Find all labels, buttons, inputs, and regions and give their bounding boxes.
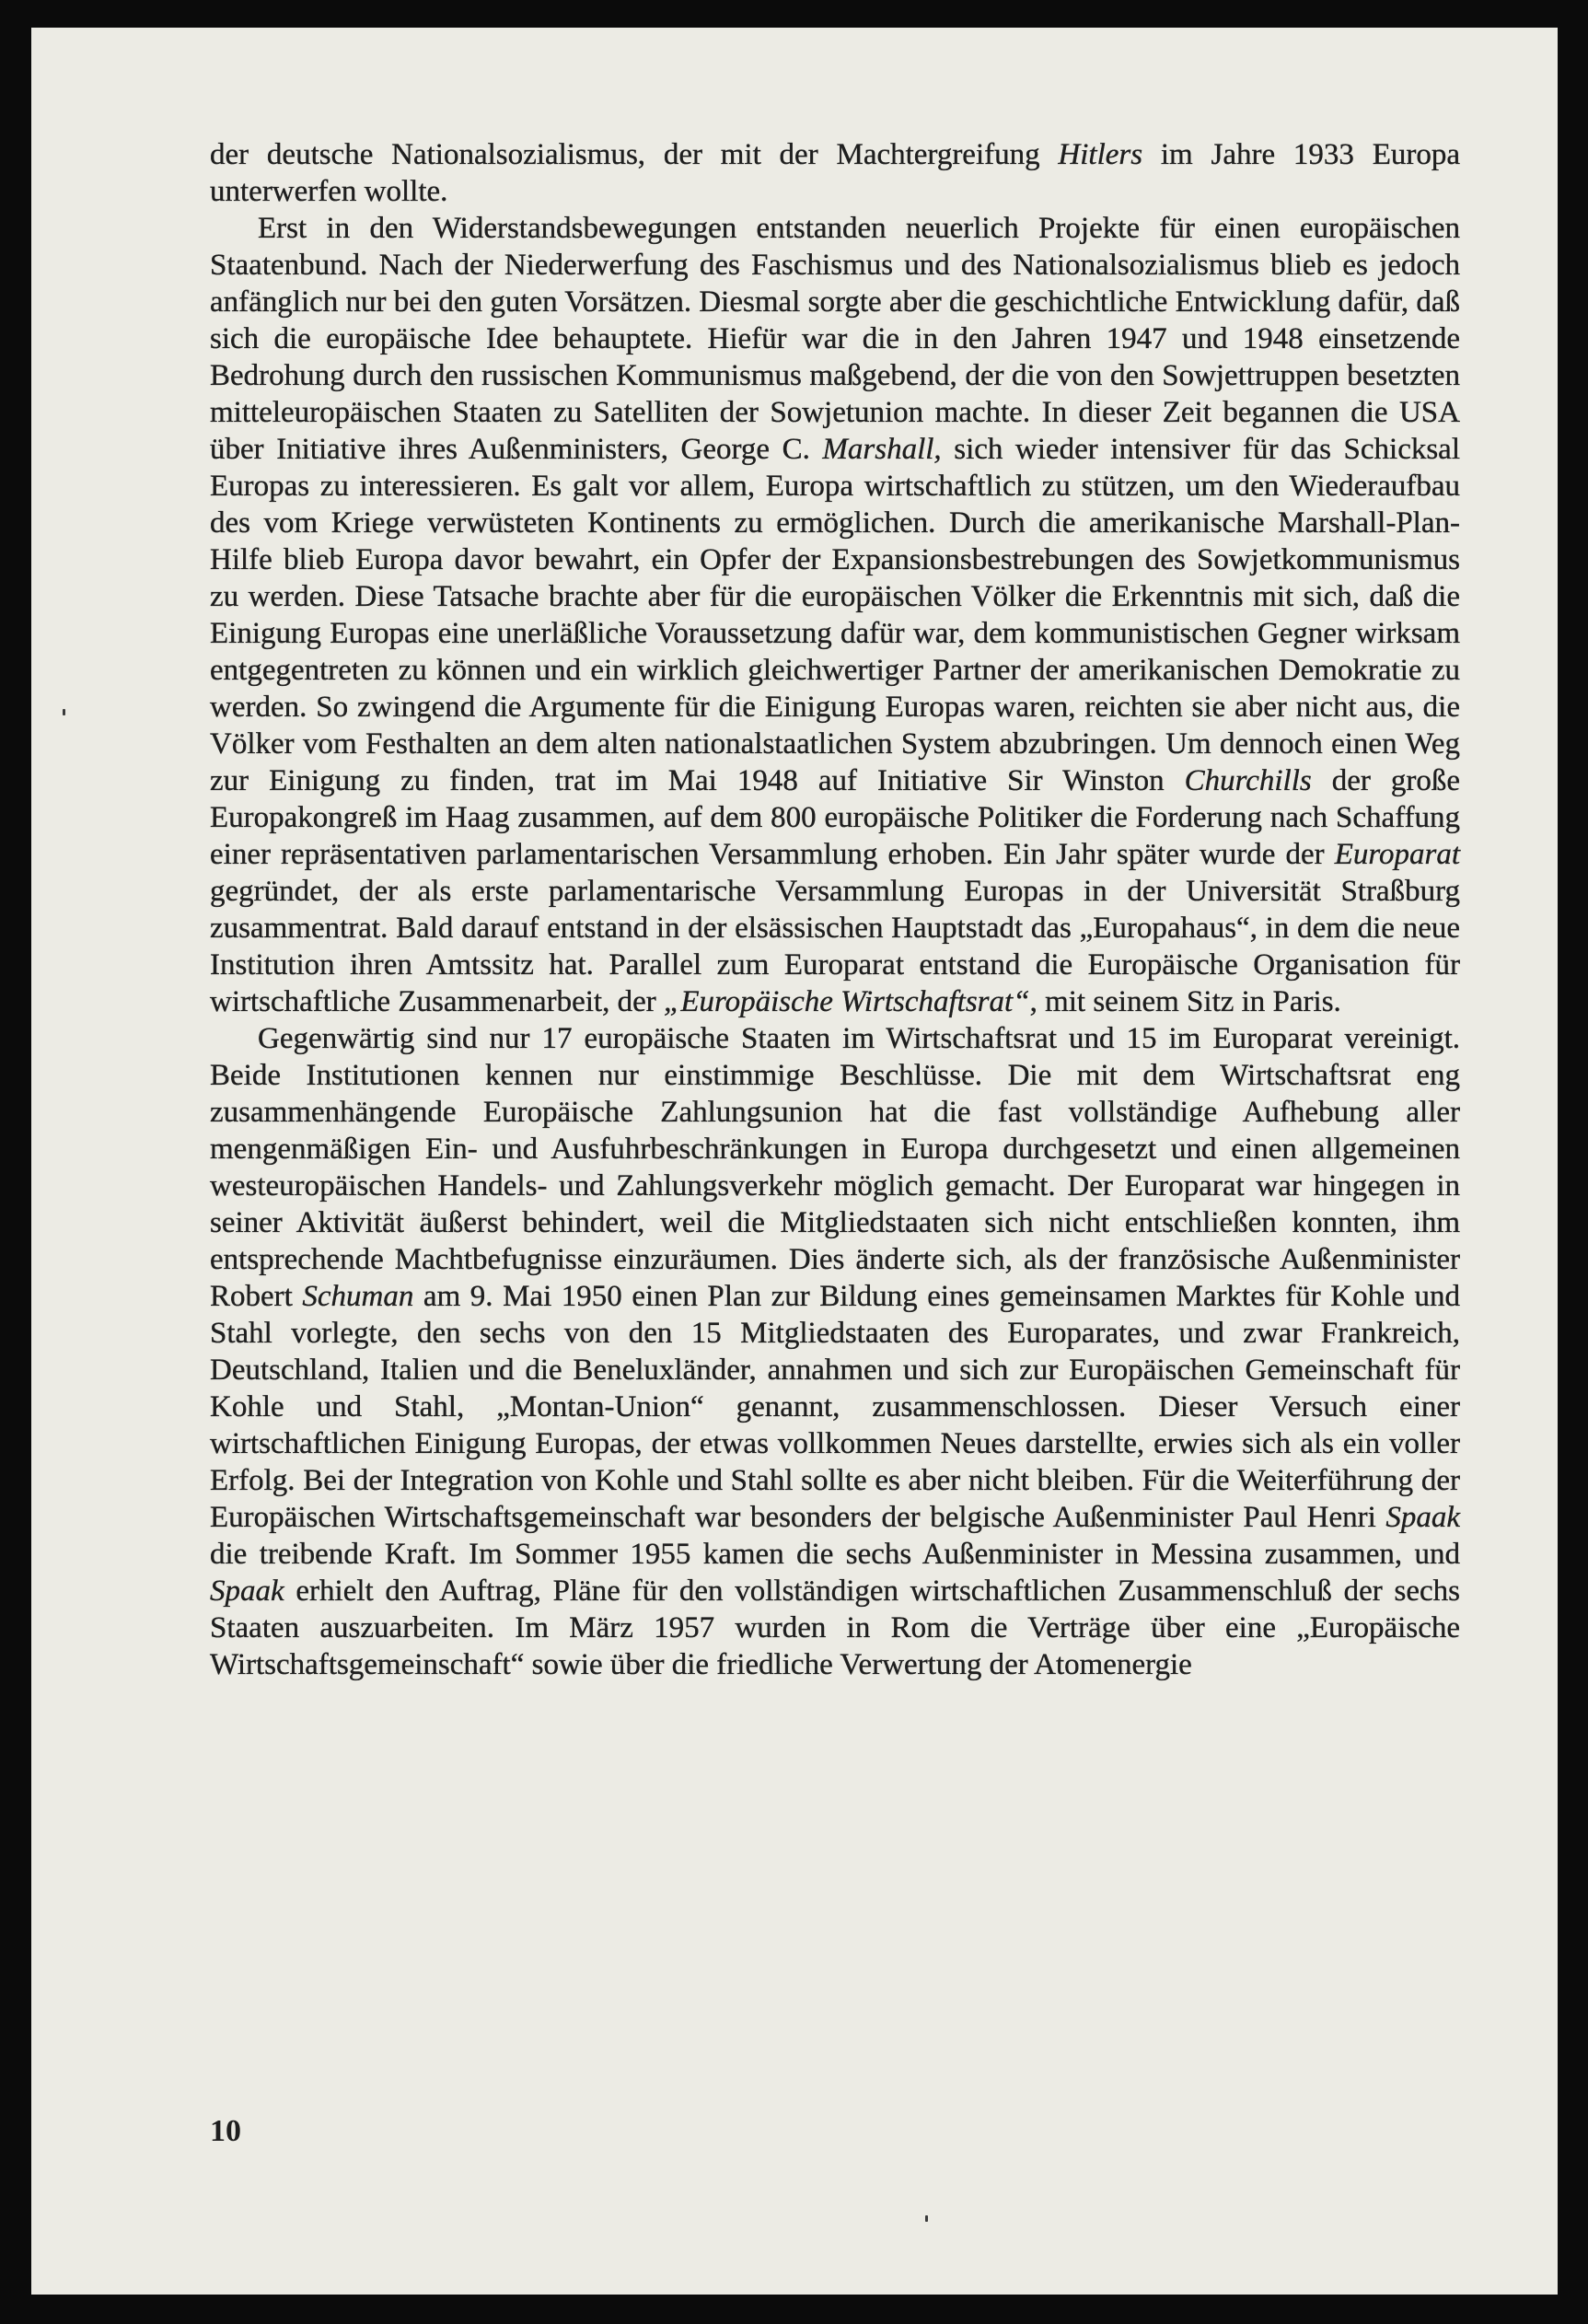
text-run: erhielt den Auftrag, Pläne für den vollständigen wirtschaftlichen Zusammenschluß der sechs Staaten auszuarbeiten. Im März 1957 wurden in Rom die Verträge über eine „Europäische Wirtschaftsgemeinschaft“ sowie über die friedliche Verwertung der Atomenergie [210, 1575, 1460, 1681]
paragraph [210, 136, 1460, 210]
text-run: der deutsche Nationalsozialismus, der mit der Machtergreifung [210, 138, 1059, 171]
text-run-italic: Schuman [302, 1280, 414, 1313]
text-run: der große Europakongreß im Haag zusammen, auf dem 800 europäische Politiker die Forderung nach Schaffung einer repräsentativen parlamentarischen Versammlung erhoben. Ein Jahr später wurde der [210, 764, 1460, 871]
paragraph [210, 1020, 1460, 1683]
text-run-italic: Spaak [1385, 1501, 1460, 1534]
text-run-italic: „Europäische Wirtschaftsrat“ [663, 985, 1030, 1018]
page-number: 10 [210, 2114, 241, 2148]
text-run-italic: Marshall, [822, 433, 942, 466]
text-run: die treibende Kraft. Im Sommer 1955 kamen die sechs Außenminister in Messina zusammen, und [210, 1538, 1460, 1571]
text-run-italic: Spaak [210, 1575, 284, 1608]
scan-speck [925, 2215, 928, 2222]
text-run: , mit seinem Sitz in Paris. [1029, 985, 1341, 1018]
text-run-italic: Churchills [1184, 764, 1312, 797]
text-run: am 9. Mai 1950 einen Plan zur Bildung eines gemeinsamen Marktes für Kohle und Stahl vorlegte, den sechs von den 15 Mitgliedstaaten des Europarates, und zwar Frankreich, Deutschland, Italien und die Beneluxländer, annahmen und sich zur Europäischen Gemeinschaft für Kohle und Stahl, „Montan-Union“ genannt, zusammenschlossen. Dieser Versuch einer wirtschaftlichen Einigung Europas, der etwas vollkommen Neues darstellte, erwies sich als ein voller Erfolg. Bei der Integration von Kohle und Stahl sollte es aber nicht bleiben. Für die Weiterführung der Europäischen Wirtschaftsgemeinschaft war besonders der belgische Außenminister Paul Henri [210, 1280, 1460, 1534]
text-run: Erst in den Widerstandsbewegungen entstanden neuerlich Projekte für einen europäischen Staatenbund. Nach der Niederwerfung des Faschismus und des Nationalsozialismus blieb es jedoch anfänglich nur bei den guten Vorsätzen. Diesmal sorgte aber die geschichtliche Entwicklung dafür, daß sich die europäische Idee behauptete. Hiefür war die in den Jahren 1947 und 1948 einsetzende Bedrohung durch den russischen Kommunismus maßgebend, der die von den Sowjettruppen besetzten mitteleuropäischen Staaten zu Satelliten der Sowjetunion machte. In dieser Zeit begannen die USA über Initiative ihres Außenministers, George C. [210, 212, 1460, 466]
body-text [210, 136, 1460, 1683]
scanned-page [31, 28, 1558, 2295]
scan-speck [63, 709, 65, 715]
text-run: Gegenwärtig sind nur 17 europäische Staaten im Wirtschaftsrat und 15 im Europarat vereinigt. Beide Institutionen kennen nur einstimmige Beschlüsse. Die mit dem Wirtschaftsrat eng zusammenhängende Europäische Zahlungsunion hat die fast vollständige Aufhebung aller mengenmäßigen Ein- und Ausfuhrbeschränkungen in Europa durchgesetzt und einen allgemeinen westeuropäischen Handels- und Zahlungsverkehr möglich gemacht. Der Europarat war hingegen in seiner Aktivität äußerst behindert, weil die Mitgliedstaaten sich nicht entschließen konnten, ihm entsprechende Machtbefugnisse einzuräumen. Dies änderte sich, als der französische Außenminister Robert [210, 1022, 1460, 1313]
text-run-italic: Hitlers [1058, 138, 1143, 171]
text-run: gegründet, der als erste parlamentarische Versammlung Europas in der Universität Straßburg zusammentrat. Bald darauf entstand in der elsässischen Hauptstadt das „Europahaus“, in dem die neue Institution ihren Amtssitz hat. Parallel zum Europarat entstand die Europäische Organisation für wirtschaftliche Zusammenarbeit, der [210, 875, 1460, 1018]
paragraph [210, 210, 1460, 1020]
text-run-italic: Europarat [1334, 838, 1460, 871]
text-run: sich wieder intensiver für das Schicksal Europas zu interessieren. Es galt vor allem, Europa wirtschaftlich zu stützen, um den Wiederaufbau des vom Kriege verwüsteten Kontinents zu ermöglichen. Durch die amerikanische Marshall-Plan-Hilfe blieb Europa davor bewahrt, ein Opfer der Expansionsbestrebungen des Sowjetkommunismus zu werden. Diese Tatsache brachte aber für die europäischen Völker die Erkenntnis mit sich, daß die Einigung Europas eine unerläßliche Voraussetzung dafür war, dem kommunistischen Gegner wirksam entgegentreten zu können und ein wirklich gleichwertiger Partner der amerikanischen Demokratie zu werden. So zwingend die Argumente für die Einigung Europas waren, reichten sie aber nicht aus, die Völker vom Festhalten an dem alten nationalstaatlichen System abzubringen. Um dennoch einen Weg zur Einigung zu finden, trat im Mai 1948 auf Initiative Sir Winston [210, 433, 1460, 797]
text-run: im Jahre 1933 Europa unterwerfen wollte. [210, 138, 1460, 208]
